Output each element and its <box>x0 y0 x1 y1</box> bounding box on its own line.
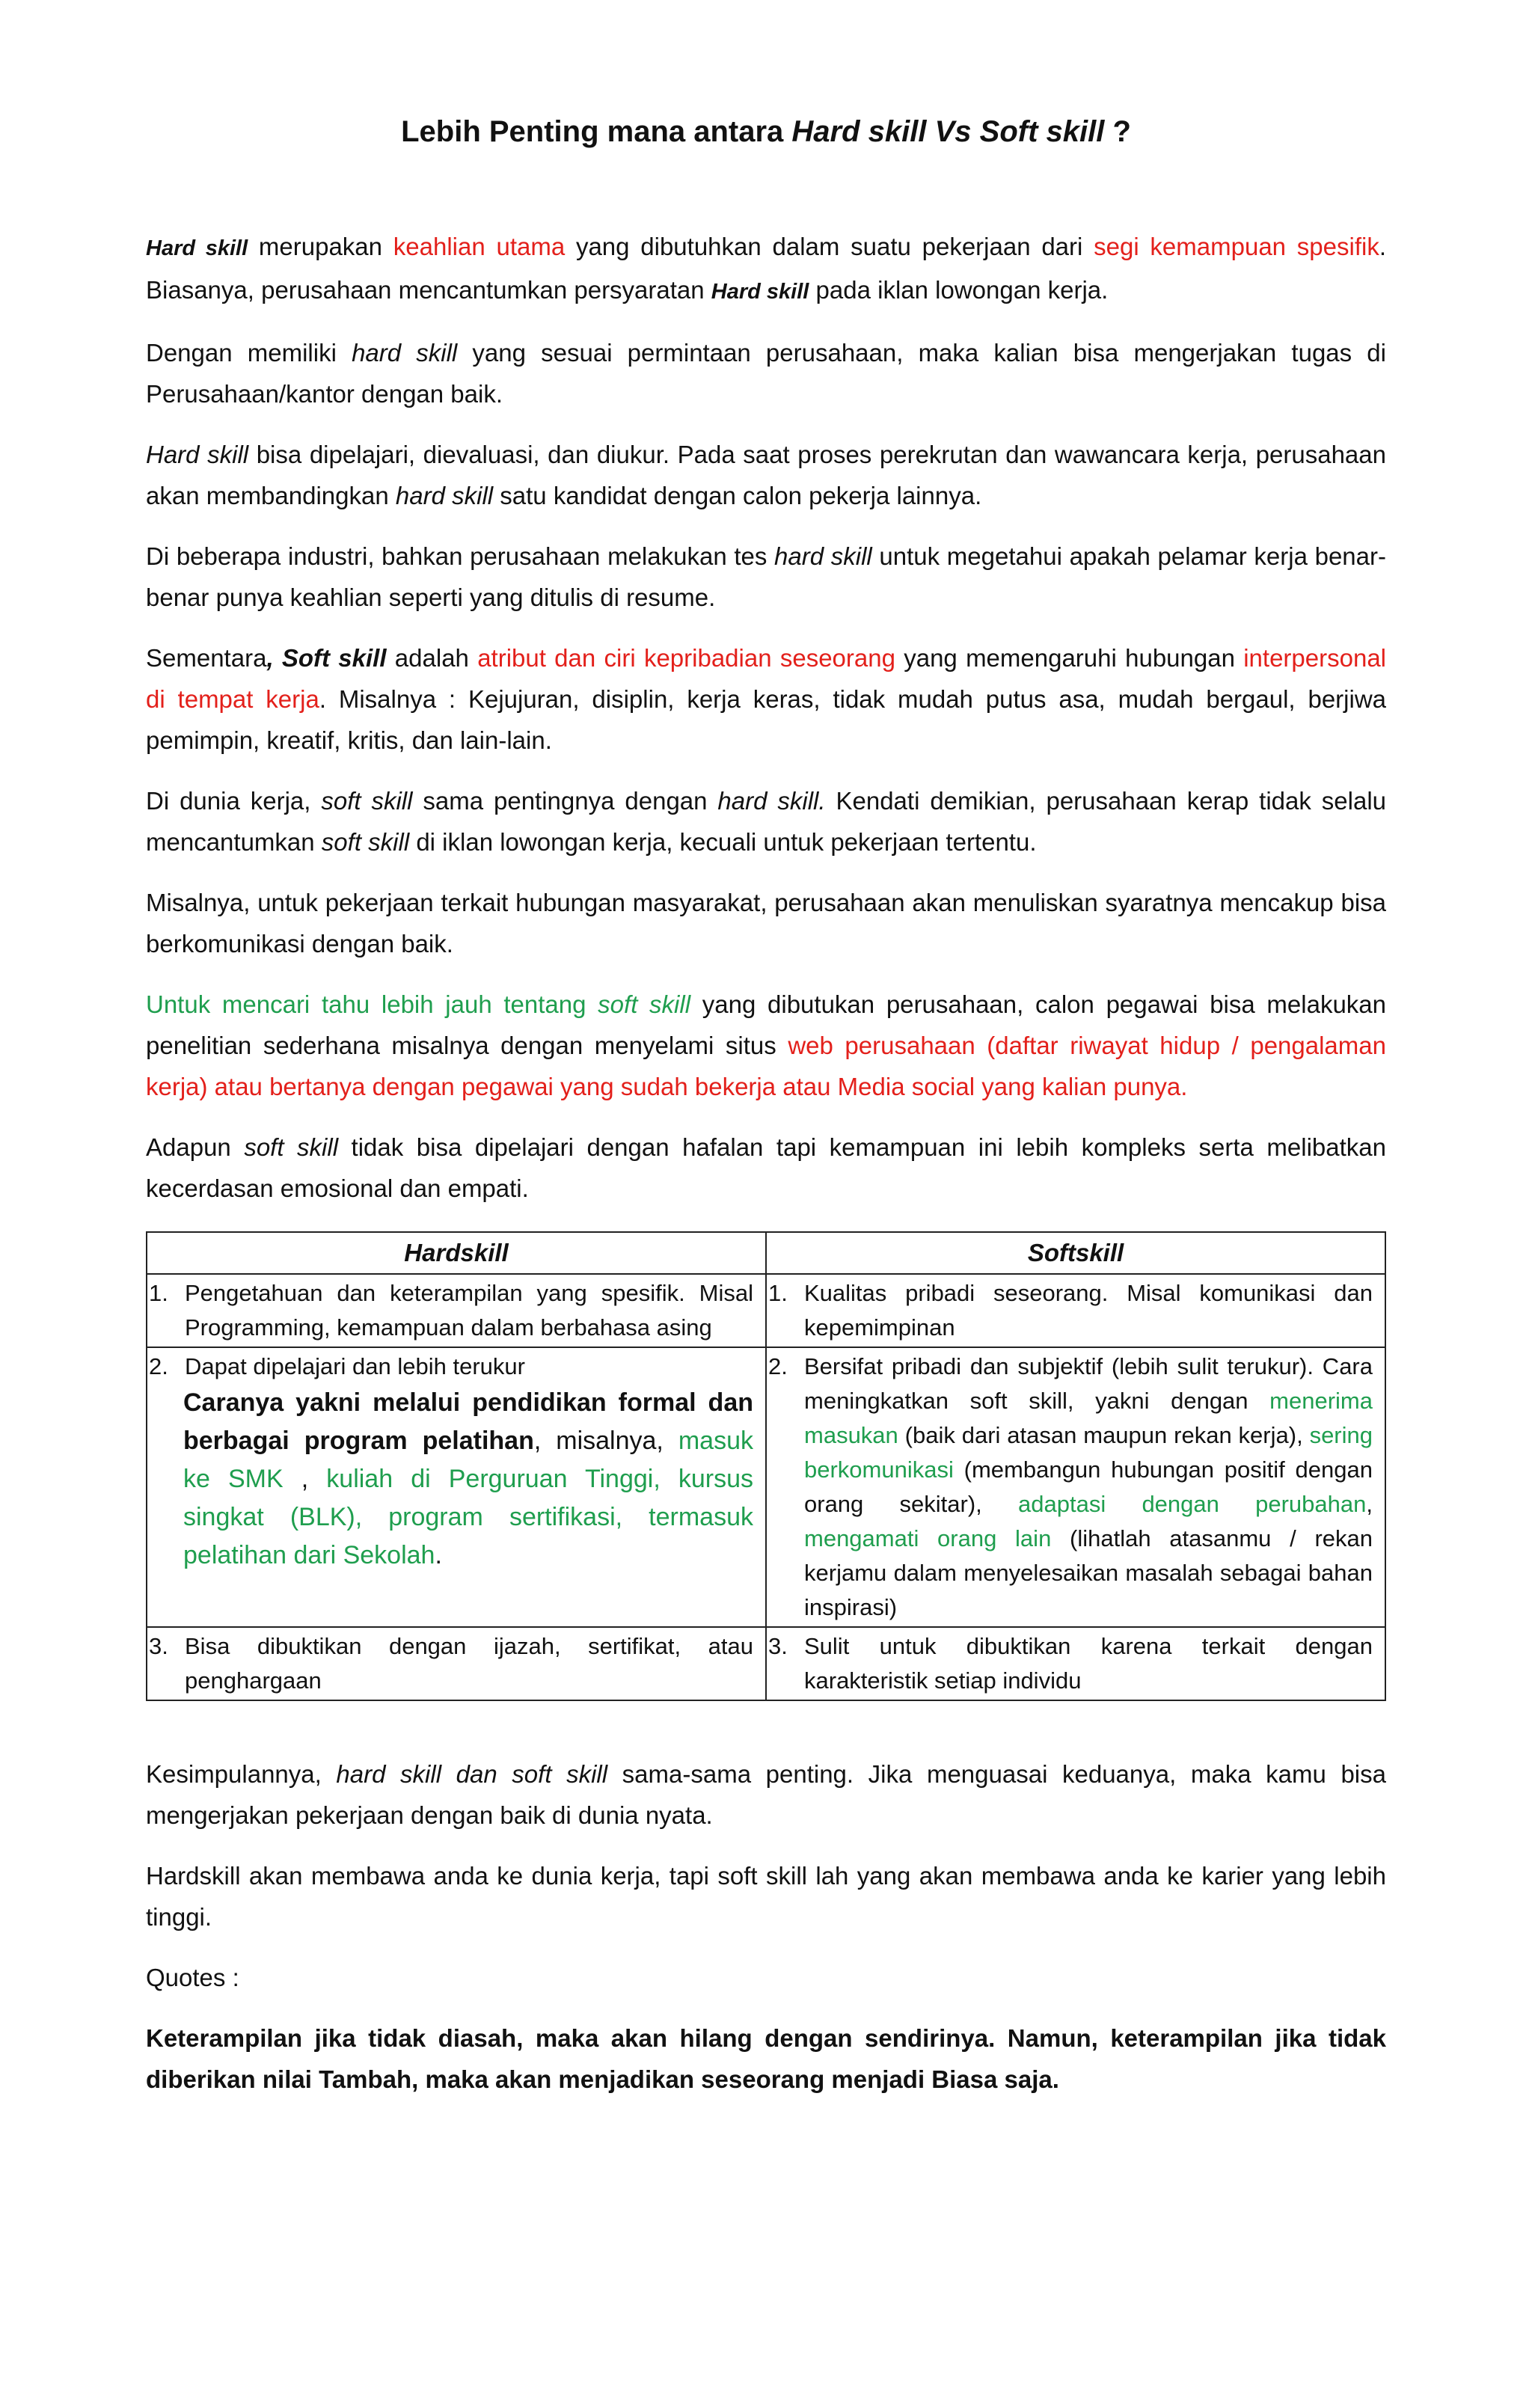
paragraph-soft-skill-example: Misalnya, untuk pekerjaan terkait hubungan masyarakat, perusahaan akan menuliskan syaratnya mencakup bisa berkomunikasi dengan baik. <box>146 889 1386 958</box>
hardskill-learning-methods: Caranya yakni melalui pendidikan formal dan berbagai program pelatihan, misalnya, masuk ke SMK , kuliah di Perguruan Tinggi, kursus singkat (BLK), program sertifikasi, termasuk pelatihan dari Sekolah. <box>183 1388 753 1569</box>
quote-text: Keterampilan jika tidak diasah, maka akan hilang dengan sendirinya. Namun, keterampilan jika tidak diberikan nilai Tambah, maka akan menjadikan seseorang menjadi Biasa saja. <box>146 2024 1386 2093</box>
paragraph-soft-skill-definition: Sementara, Soft skill adalah atribut dan ciri kepribadian seseorang yang memengaruhi hubungan interpersonal di tempat kerja. Misalnya : Kejujuran, disiplin, kerja keras, tidak mudah putus asa, mudah bergaul, berjiwa pemimpin, kreatif, kritis, dan lain-lain. <box>146 644 1387 754</box>
paragraph-soft-skill-research: Untuk mencari tahu lebih jauh tentang soft skill yang dibutukan perusahaan, calon pegawai bisa melakukan penelitian sederhana misalnya dengan menyelami situs web perusahaan (daftar riwayat hidup / pengalaman kerja) atau bertanya dengan pegawai yang sudah bekerja atau Media social yang kalian punya. <box>146 990 1387 1100</box>
paragraph-hard-skill-definition: Hard skill merupakan keahlian utama yang dibutuhkan dalam suatu pekerjaan dari segi kemampuan spesifik. Biasanya, perusahaan mencantumkan persyaratan Hard skill pada iklan lowongan kerja. <box>146 233 1386 304</box>
table-header-row <box>147 1232 1385 1274</box>
page-title <box>146 112 1386 151</box>
table-cell-hardskill: 1. Pengetahuan dan keterampilan yang spesifik. Misal Programming, kemampuan dalam berbahasa asing <box>147 1274 766 1347</box>
table-row <box>147 1627 1385 1700</box>
table-header-hardskill: Hardskill <box>147 1232 766 1274</box>
title-emphasis: Hard skill Vs Soft skill <box>791 115 1105 148</box>
title-suffix: ? <box>1104 115 1131 148</box>
table-cell-softskill: 1. Kualitas pribadi seseorang. Misal komunikasi dan kepemimpinan <box>766 1274 1385 1347</box>
comparison-table <box>146 1231 1386 1701</box>
table-header-softskill: Softskill <box>766 1232 1385 1274</box>
table-row <box>147 1347 1385 1627</box>
paragraph-hard-skill-evaluation: Hard skill bisa dipelajari, dievaluasi, dan diukur. Pada saat proses perekrutan dan wawancara kerja, perusahaan akan membandingkan hard skill satu kandidat dengan calon pekerja lainnya. <box>146 441 1386 509</box>
table-row <box>147 1274 1385 1347</box>
paragraph-hard-skill-benefit: Dengan memiliki hard skill yang sesuai permintaan perusahaan, maka kalian bisa mengerjakan tugas di Perusahaan/kantor dengan baik. <box>146 339 1386 408</box>
title-prefix: Lebih Penting mana antara <box>401 115 792 148</box>
paragraph-soft-skill-importance: Di dunia kerja, soft skill sama pentingnya dengan hard skill. Kendati demikian, perusahaan kerap tidak selalu mencantumkan soft skill di iklan lowongan kerja, kecuali untuk pekerjaan tertentu. <box>146 787 1387 856</box>
table-cell-hardskill: 3. Bisa dibuktikan dengan ijazah, sertifikat, atau penghargaan <box>147 1627 766 1700</box>
table-cell-softskill: 3. Sulit untuk dibuktikan karena terkait dengan karakteristik setiap individu <box>766 1627 1385 1700</box>
paragraph-hard-skill-test: Di beberapa industri, bahkan perusahaan melakukan tes hard skill untuk megetahui apakah pelamar kerja benar-benar punya keahlian seperti yang ditulis di resume. <box>146 542 1386 611</box>
paragraph-conclusion: Kesimpulannya, hard skill dan soft skill sama-sama penting. Jika menguasai keduanya, maka kamu bisa mengerjakan pekerjaan dengan baik di dunia nyata. <box>146 1760 1386 1829</box>
paragraph-career: Hardskill akan membawa anda ke dunia kerja, tapi soft skill lah yang akan membawa anda ke karier yang lebih tinggi. <box>146 1862 1386 1931</box>
table-cell-softskill: 2. Bersifat pribadi dan subjektif (lebih sulit terukur). Cara meningkatkan soft skill, yakni dengan menerima masukan (baik dari atasan maupun rekan kerja), sering berkomunikasi (membangun hubungan positif dengan orang sekitar), adaptasi dengan perubahan, mengamati orang lain (lihatlah atasanmu / rekan kerjamu dalam menyelesaikan masalah sebagai bahan inspirasi) <box>766 1347 1385 1627</box>
paragraph-soft-skill-complexity: Adapun soft skill tidak bisa dipelajari dengan hafalan tapi kemampuan ini lebih kompleks serta melibatkan kecerdasan emosional dan empati. <box>146 1133 1386 1202</box>
table-cell-hardskill: 2. Dapat dipelajari dan lebih terukur Caranya yakni melalui pendidikan formal dan berbagai program pelatihan, misalnya, masuk ke SMK , kuliah di Perguruan Tinggi, kursus singkat (BLK), program sertifikasi, termasuk pelatihan dari Sekolah. <box>147 1347 766 1627</box>
quotes-label: Quotes : <box>146 1964 239 1991</box>
